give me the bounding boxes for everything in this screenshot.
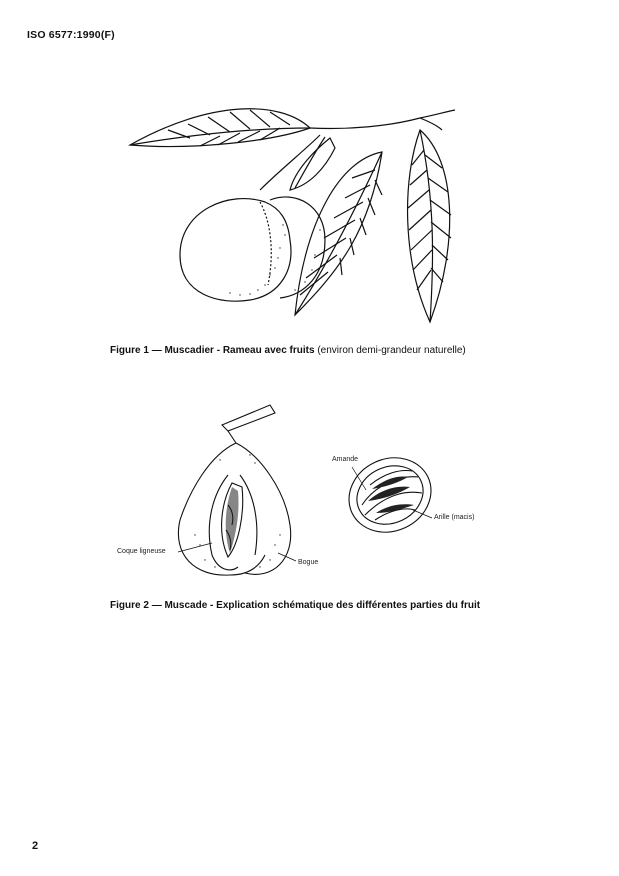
label-bogue: Bogue [298,559,319,566]
leader-amande [352,467,366,490]
label-coque: Coque ligneuse [117,548,166,555]
leaf-small [290,138,335,190]
figure-2-title: Muscade - Explication schématique des différentes parties du fruit [164,600,481,611]
figure-1-number: Figure 1 [110,345,149,356]
figure-2-caption [110,600,480,611]
figure-1-subtitle: (environ demi-grandeur naturelle) [317,345,466,356]
leader-coque [178,543,212,552]
leaf-center [295,152,382,315]
figure-2-illustration [100,395,520,585]
figure-1-illustration [120,90,480,330]
figure-2-number: Figure 2 [110,600,149,611]
fruit-stalk [222,405,275,431]
page-number: 2 [32,840,39,852]
figure-2-dash: — [151,600,162,611]
label-amande: Amande [332,456,359,463]
leader-arille [413,510,432,518]
figure-1-title: Muscadier - Rameau avec fruits [164,345,315,356]
figure-1-dash: — [151,345,162,356]
document-reference: ISO 6577:1990(F) [27,29,115,41]
nutmeg-branch-drawing [120,90,480,330]
fruit-main [180,199,291,302]
branch-stem [310,110,455,129]
label-arille: Arille (macis) [434,514,475,521]
fruit-husk-left [178,443,265,575]
nutmeg-fruit-section-drawing [100,395,520,585]
figure-1-caption [110,345,466,356]
fruit-second [270,197,325,298]
